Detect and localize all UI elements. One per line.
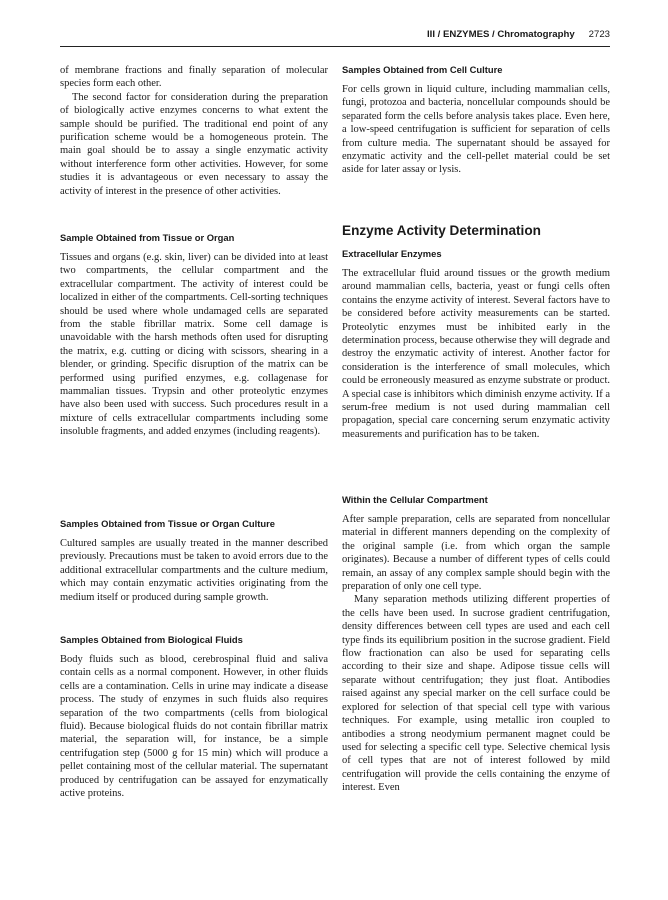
cellular-paragraph-1: After sample preparation, cells are separated from noncellular material in different manners depending on the complexity of the original sample (i.e. from which organ the sample originates). Because a number of different types of cells could remain, an assay of any complex sample should begin with the preparation of only one cell type. xyxy=(342,514,610,593)
cell-culture-section xyxy=(342,64,610,177)
running-title: III / ENZYMES / Chromatography xyxy=(427,29,575,40)
cellular-section xyxy=(342,494,610,795)
tissue-culture-heading: Samples Obtained from Tissue or Organ Culture xyxy=(60,518,275,529)
activity-heading: Enzyme Activity Determination xyxy=(342,223,541,238)
cell-culture-heading: Samples Obtained from Cell Culture xyxy=(342,64,503,75)
fluids-section xyxy=(60,634,328,800)
intro-paragraph-1: of membrane fractions and finally separation of molecular species form each other. xyxy=(60,65,328,90)
tissue-culture-section xyxy=(60,518,328,604)
extracellular-heading: Extracellular Enzymes xyxy=(342,248,442,259)
activity-section xyxy=(342,222,610,441)
extracellular-paragraph: The extracellular fluid around tissues or the growth medium around mammalian cells, bacteria, yeast or fungi cells often contains the enzyme activity of interest. Several factors have to be considered before activity measurements can be started. Proteolytic enzymes must be inhibited early in the determination process, because otherwise they will degrade and destroy the enzymatic activity of interest. Another factor for consideration is the interference of small molecules, which could be erroneously measured as enzyme substrate or product. A special case is inhibitors which diminish enzyme activity. If a serum-free medium is not used during mammalian cell propagation, special care concerning serum enzymatic activity measurements and purification has to be taken. xyxy=(342,268,610,440)
intro-paragraph-2: The second factor for consideration during the preparation of biologically active enzymes concerns to what extent the sample should be purified. The traditional end point of any purification scheme would be a homogeneous protein. The main goal should be to assay a single enzymatic activity without interference form other activities. However, for some studies it is advantageous or even necessary to assay the activity of interest in the presence of other activities. xyxy=(60,91,328,197)
intro-section xyxy=(60,64,328,198)
cell-culture-paragraph: For cells grown in liquid culture, including mammalian cells, fungi, protozoa and bacteria, noncellular compounds should be separated form the cells before analysis takes place. Even here, a low-speed centrifugation is sufficient for separation of cells from culture media. The supernatant should be assayed for enzymatic activity and the cell-pellet material could be set aside for later assay or lysis. xyxy=(342,84,610,176)
header-rule xyxy=(60,46,610,47)
tissue-heading: Sample Obtained from Tissue or Organ xyxy=(60,232,235,243)
cellular-paragraph-2: Many separation methods utilizing different properties of the cells have been used. In sucrose gradient centrifugation, density differences between cell types are used and each cell type finds its equilibrium position in the sucrose gradient. Field flow fractionation can also be used for separating cells according to their size and shape. Adipose tissue cells will separate without centrifugation; they just float. Antibodies raised against any special marker on the cell surface could be explored for selection of that special cell type with various techniques. For example, using metallic iron coupled to antibodies a strong neodymium permanent magnet could be used for selecting a specific cell type. Selective chemical lysis of cell types that are not of interest followed by mild centrifugation will provide the cells containing the enzyme of interest. Even xyxy=(342,594,610,794)
fluids-heading: Samples Obtained from Biological Fluids xyxy=(60,634,243,645)
tissue-section xyxy=(60,232,328,439)
running-header xyxy=(60,29,610,47)
tissue-paragraph: Tissues and organs (e.g. skin, liver) can be divided into at least two compartments, the cellular compartment and the extracellular compartment. The activity of interest could be localized in either of the compartments. Cell-sorting techniques should be used where whole undamaged cells are separated from the stable fibrillar matrix. Some cell damage is unavoidable with the harsh methods often used for disrupting the matrix, e.g. cutting or dicing with scissors, shearing in a blender, or grinding. Specific disruption of the matrix can be performed using purified enzymes, e.g. collagenase for mammalian tissues. Trypsin and other proteolytic enzymes have also been used with success. Such procedures result in a mixture of cells extracellular compartments including some insoluble fragments, and added enzymes (including reagents). xyxy=(60,252,328,438)
page-number: 2723 xyxy=(588,29,610,40)
tissue-culture-paragraph: Cultured samples are usually treated in the manner described previously. Precautions must be taken to avoid errors due to the additional extracellular compartments and the culture medium, which may contain enzymatic activities originating from the medium itself or produced during sample growth. xyxy=(60,538,328,603)
cellular-heading: Within the Cellular Compartment xyxy=(342,494,488,505)
fluids-paragraph: Body fluids such as blood, cerebrospinal fluid and saliva contain cells as a normal component. However, in other fluids cells are a contamination. Cells in urine may indicate a disease process. The study of enzymes in such fluids also requires separation of the two compartments (cells from biological fluid). Because biological fluids do not contain fibrillar matrix material, the separation will, for instance, be a simple centrifugation step (5000 g for 15 min) which will produce a pellet containing most of the cellular material. The supernatant produced by centrifugation can be assayed for enzymatically active proteins. xyxy=(60,654,328,800)
